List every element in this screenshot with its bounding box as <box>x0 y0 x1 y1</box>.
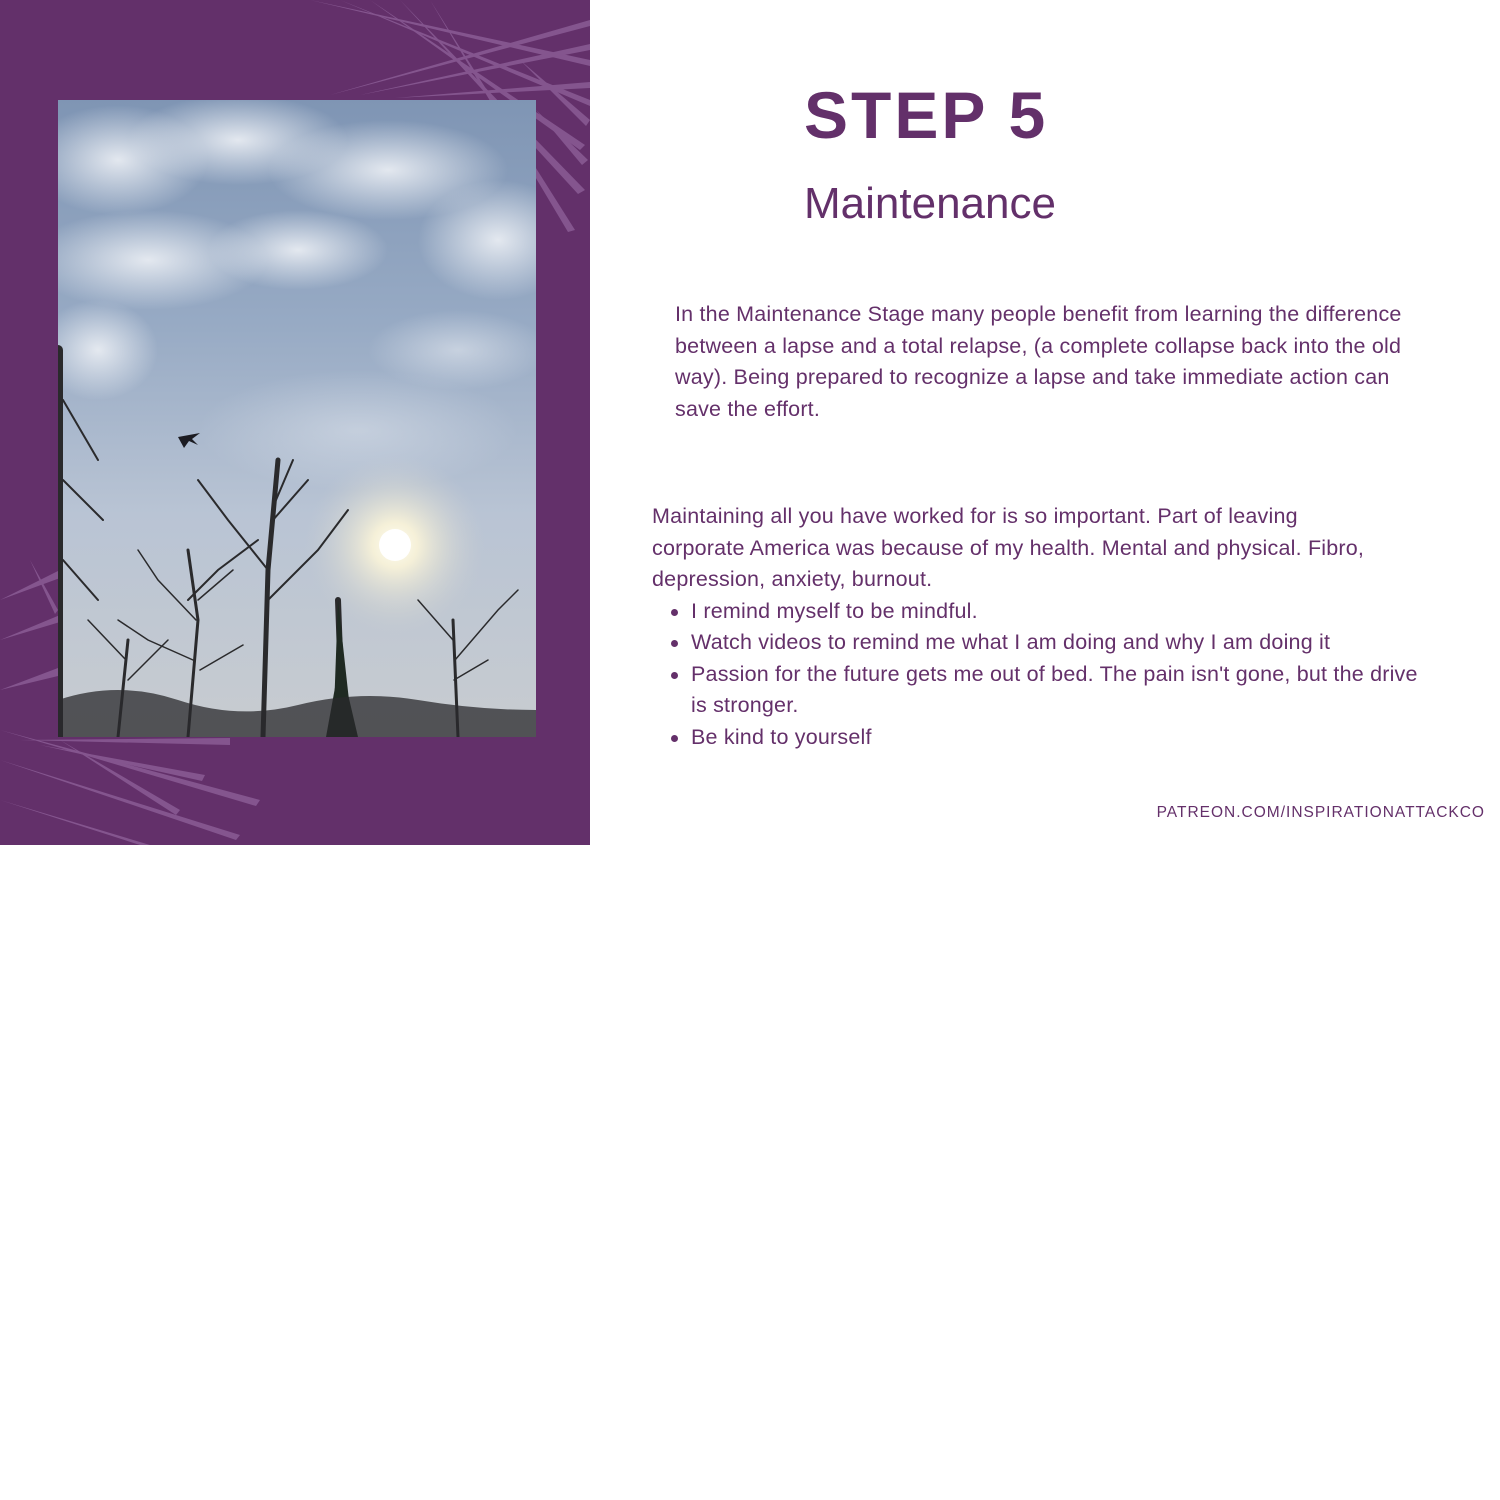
bullet-icon <box>671 672 678 679</box>
list-item-text: I remind myself to be mindful. <box>691 598 978 623</box>
list-item <box>691 596 1431 628</box>
list-item-text: Passion for the future gets me out of bed. The pain isn't gone, but the drive is stronger. <box>691 661 1418 717</box>
footer-link[interactable]: PATREON.COM/INSPIRATIONATTACKCO <box>1156 804 1485 821</box>
list-item <box>691 627 1431 659</box>
list-item <box>691 722 1431 754</box>
bullet-icon <box>671 735 678 742</box>
bullet-list <box>652 596 1431 754</box>
bullet-icon <box>671 609 678 616</box>
list-item-text: Watch videos to remind me what I am doing and why I am doing it <box>691 630 1331 654</box>
step-title: STEP 5 <box>804 78 1049 152</box>
intro-paragraph: In the Maintenance Stage many people benefit from learning the difference between a lapse and a total relapse, (a complete collapse back into the old way). Being prepared to recognize a lapse and take immediate action can save the effort. <box>675 302 1402 421</box>
body-section <box>652 501 1452 753</box>
bullet-icon <box>671 640 678 647</box>
list-item <box>691 659 1431 722</box>
purple-panel <box>0 0 590 845</box>
sky-photo <box>58 100 536 737</box>
step-subtitle: Maintenance <box>804 179 1056 228</box>
body-paragraph: Maintaining all you have worked for is so important. Part of leaving corporate America was because of my health. Mental and physical. Fibro, depression, anxiety, burnout. <box>652 504 1365 591</box>
list-item-text: Be kind to yourself <box>691 724 872 749</box>
